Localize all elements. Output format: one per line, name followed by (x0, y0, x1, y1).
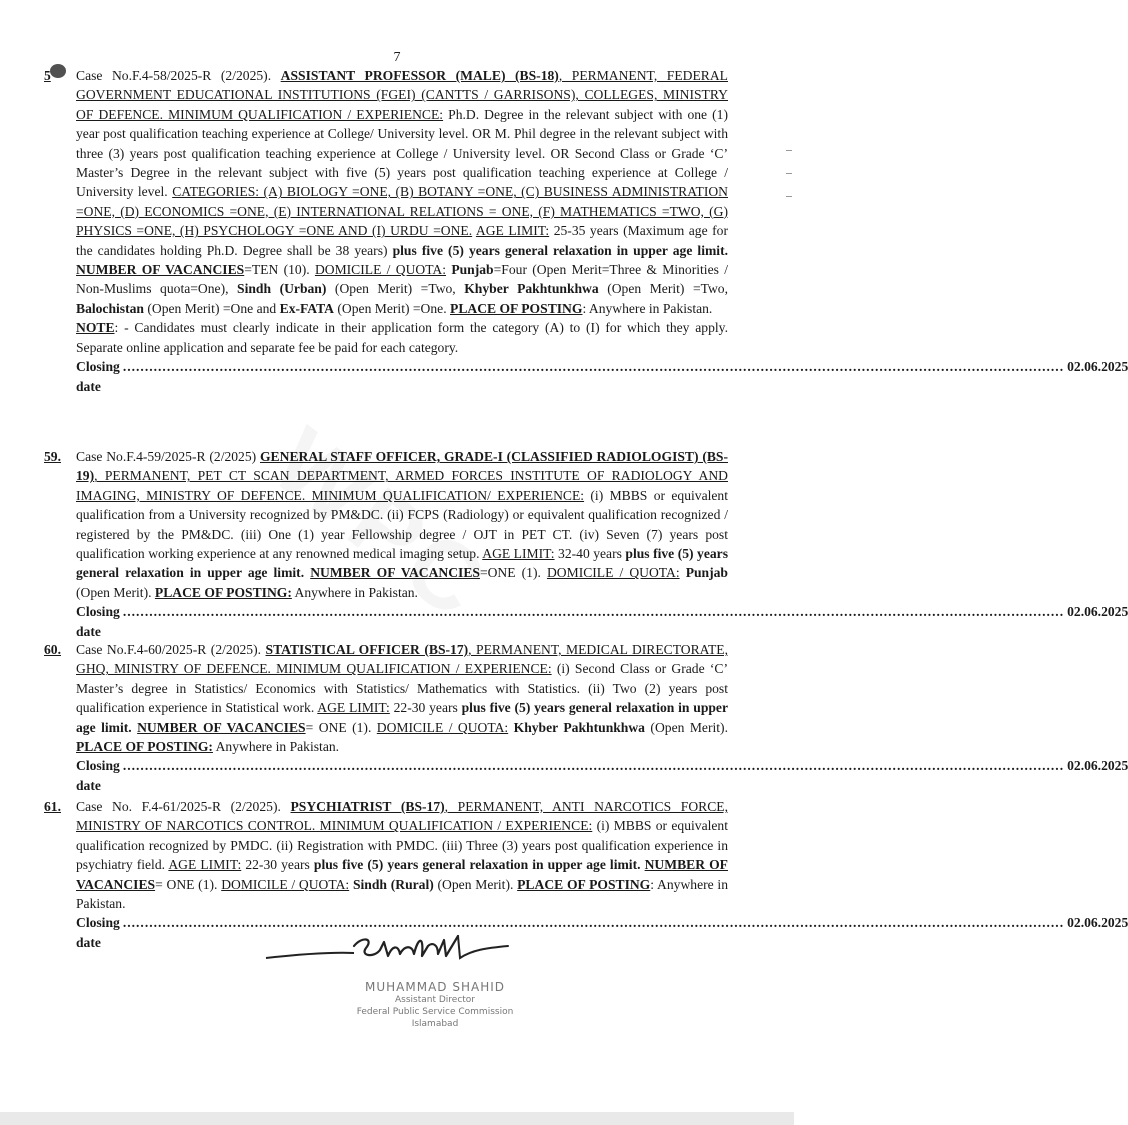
quota-detail: =Four (Open Merit=Three & Minorities / Non-Muslims quota=One), (76, 262, 728, 297)
signatory-city: Islamabad (411, 1019, 459, 1029)
posting: : Anywhere in Pakistan. (582, 300, 713, 316)
quota-detail: (Open Merit). (644, 719, 728, 735)
age-limit: 25-35 years (Maximum age for the candidates holding Ph.D. Degree shall be 38 years) (76, 223, 728, 258)
page-number: 7 (393, 50, 401, 65)
closing-date: 02.06.2025 (1067, 758, 1128, 774)
quota-province: Punjab (451, 262, 494, 278)
entry-body (76, 797, 728, 913)
entry-number: 61. (44, 799, 61, 814)
age-limit: 22-30 years (389, 700, 462, 716)
post-title: PSYCHIATRIST (BS-17) (290, 799, 445, 814)
entry-number: 60. (44, 642, 61, 657)
vacancies: = ONE (1). (305, 719, 377, 735)
domicile-label: DOMICILE / QUOTA: (546, 565, 680, 581)
domicile-label: DOMICILE / QUOTA: (376, 719, 509, 735)
quota-province: Ex-FATA (279, 300, 334, 316)
quota-detail: (Open Merit). (433, 876, 518, 892)
domicile-label: DOMICILE / QUOTA: (314, 262, 447, 278)
closing-date-row (76, 756, 1128, 795)
case-number: Case No.F.4-60/2025-R (2/2025). (76, 642, 266, 657)
closing-date-label: Closing date (76, 604, 120, 639)
dot-leader: ...................................................................................................................................................................................................................... (122, 915, 1065, 931)
vacancies: =ONE (1). (479, 565, 547, 581)
closing-date-row (76, 602, 1128, 641)
qualification: (i) MBBS or equivalent qualification from a University recognized by PM&DC. (ii) FCPS (Radiology) or equivalent qualification recognized / registered by the PM&DC. (iii) One (1) year Fellowship degree / OJT in PET CT. (iv) Seven (7) years post qualification working experience at any renowned medical imaging setup. (76, 487, 728, 562)
case-number: Case No. F.4-61/2025-R (2/2025). (76, 799, 291, 814)
department: , PERMANENT, PET CT SCAN DEPARTMENT, ARMED FORCES INSTITUTE OF RADIOLOGY AND IMAGING, MINISTRY OF DEFENCE. MINIMUM QUALIFICATION/ EXPERIENCE: (76, 468, 728, 503)
age-relaxation: plus five (5) years general relaxation in upper age limit. (76, 700, 729, 735)
quota-province: Punjab (685, 565, 728, 581)
signatory-name: MUHAMMAD SHAHID (365, 980, 505, 994)
case-entry-59 (44, 447, 1128, 641)
vacancies-label: NUMBER OF VACANCIES (76, 262, 245, 278)
age-relaxation: plus five (5) years general relaxation in upper age limit. (392, 242, 728, 258)
closing-date: 02.06.2025 (1067, 915, 1128, 931)
vacancies-label: NUMBER OF VACANCIES (137, 719, 306, 735)
quota-detail: (Open Merit) =Two, (598, 281, 728, 297)
age-limit: 32-40 years (554, 546, 626, 562)
note: : - Candidates must clearly indicate in their application form the category (A) to (I) for which they apply. Separate online application and separate fee be paid for each category. (76, 320, 728, 355)
case-number: Case No.F.4-59/2025-R (2/2025) (76, 449, 260, 464)
age-limit-label: AGE LIMIT: (475, 223, 550, 239)
quota-province: Khyber Pakhtunkhwa (513, 719, 645, 735)
entry-body (76, 640, 728, 756)
department: , PERMANENT, ANTI NARCOTICS FORCE, MINISTRY OF NARCOTICS CONTROL. MINIMUM QUALIFICATION / EXPERIENCE: (76, 799, 728, 834)
vacancies: = ONE (1). (155, 876, 222, 892)
quota-detail: (Open Merit) =One. (334, 300, 451, 316)
signatory-designation: Assistant Director (394, 995, 475, 1005)
scan-edge (0, 1112, 794, 1125)
handwritten-signature (262, 928, 522, 976)
entry-body (76, 66, 728, 357)
entry-number: 5 (44, 68, 51, 83)
closing-date-row (76, 357, 1128, 396)
department: , PERMANENT, FEDERAL GOVERNMENT EDUCATIONAL INSTITUTIONS (FGEI) (CANTTS / GARRISONS), COLLEGES, MINISTRY OF DEFENCE. MINIMUM QUALIFICATION / EXPERIENCE: (76, 68, 728, 122)
closing-date-label: Closing date (76, 758, 120, 793)
case-entry-60 (44, 640, 1128, 795)
posting: : Anywhere in Pakistan. (76, 876, 728, 912)
categories: CATEGORIES: (A) BIOLOGY =ONE, (B) BOTANY =ONE, (C) BUSINESS ADMINISTRATION =ONE, (D) ECONOMICS =ONE, (E) INTERNATIONAL RELATIONS = ONE, (F) MATHEMATICS =TWO, (G) PHYSICS =ONE, (H) PSYCHOLOGY =ONE AND (I) URDU =ONE. (76, 184, 728, 239)
quota-province: Sindh (Urban) (237, 281, 327, 297)
posting-label: PLACE OF POSTING: (76, 739, 213, 755)
domicile-label: DOMICILE / QUOTA: (221, 876, 350, 892)
dot-leader: ...................................................................................................................................................................................................................... (122, 604, 1065, 620)
margin-marks (786, 150, 792, 220)
age-relaxation: plus five (5) years general relaxation in upper age limit. (76, 546, 728, 581)
quota-province: Sindh (Rural) (352, 876, 434, 892)
post-title: ASSISTANT PROFESSOR (MALE) (BS-18) (280, 68, 559, 83)
qualification: (i) MBBS or equivalent qualification recognized by PMDC. (ii) Registration with PMDC. (iii) Three (3) years post qualification experience in psychiatry field. (76, 818, 728, 873)
vacancies-label: NUMBER OF VACANCIES (310, 565, 480, 581)
vacancies-label: NUMBER OF VACANCIES (76, 857, 728, 892)
posting-label: PLACE OF POSTING (517, 876, 651, 892)
quota-province: Balochistan (76, 300, 144, 316)
signatory-organization: Federal Public Service Commission (356, 1007, 514, 1017)
posting-label: PLACE OF POSTING (450, 300, 583, 316)
case-number: Case No.F.4-58/2025-R (2/2025). (76, 68, 281, 83)
entry-number: 59. (44, 449, 61, 464)
age-limit-label: AGE LIMIT: (168, 857, 242, 873)
age-relaxation: plus five (5) years general relaxation in upper age limit. (313, 857, 641, 873)
closing-date-label: Closing date (76, 359, 120, 394)
department: , PERMANENT, MEDICAL DIRECTORATE, GHQ, MINISTRY OF DEFENCE. MINIMUM QUALIFICATION / EXPERIENCE: (76, 642, 728, 677)
age-limit-label: AGE LIMIT: (482, 546, 555, 562)
qualification: Ph.D. Degree in the relevant subject with one (1) year post qualification teaching experience at College/ University level. OR M. Phil degree in the relevant subject with three (3) years post qualification teaching experience at College / University level. OR Second Class or Grade ‘C’ Master’s Degree in the relevant subject with five (5) years post qualification teaching experience at College / University level. (76, 106, 728, 200)
posting-label: PLACE OF POSTING: (154, 584, 292, 600)
closing-date: 02.06.2025 (1067, 604, 1128, 620)
closing-date-label: Closing date (76, 915, 120, 950)
quota-detail: (Open Merit). (76, 584, 155, 600)
quota-province: Khyber Pakhtunkhwa (464, 281, 599, 297)
closing-date: 02.06.2025 (1067, 359, 1128, 375)
qualification: (i) Second Class or Grade ‘C’ Master’s degree in Statistics/ Economics with Statistics/ Mathematics with Statistics. (ii) Two (2) years post qualification experience in Statistical work. (76, 661, 728, 716)
vacancies: =TEN (10). (244, 262, 315, 278)
quota-detail: (Open Merit) =One and (143, 300, 280, 316)
post-title: GENERAL STAFF OFFICER, GRADE-I (CLASSIFIED RADIOLOGIST) (BS-19) (76, 449, 729, 484)
quota-detail: (Open Merit) =Two, (326, 281, 465, 297)
age-limit: 22-30 years (241, 857, 314, 873)
dot-leader: ...................................................................................................................................................................................................................... (122, 758, 1065, 774)
posting: Anywhere in Pakistan. (291, 584, 418, 600)
age-limit-label: AGE LIMIT: (317, 700, 390, 716)
posting: Anywhere in Pakistan. (212, 739, 340, 755)
case-entry-58 (44, 66, 1128, 396)
entry-body (76, 447, 728, 602)
dot-leader: ...................................................................................................................................................................................................................... (122, 359, 1065, 375)
signatory-block (340, 980, 530, 1030)
note-label: NOTE (76, 320, 115, 336)
post-title: STATISTICAL OFFICER (BS-17) (265, 642, 469, 657)
